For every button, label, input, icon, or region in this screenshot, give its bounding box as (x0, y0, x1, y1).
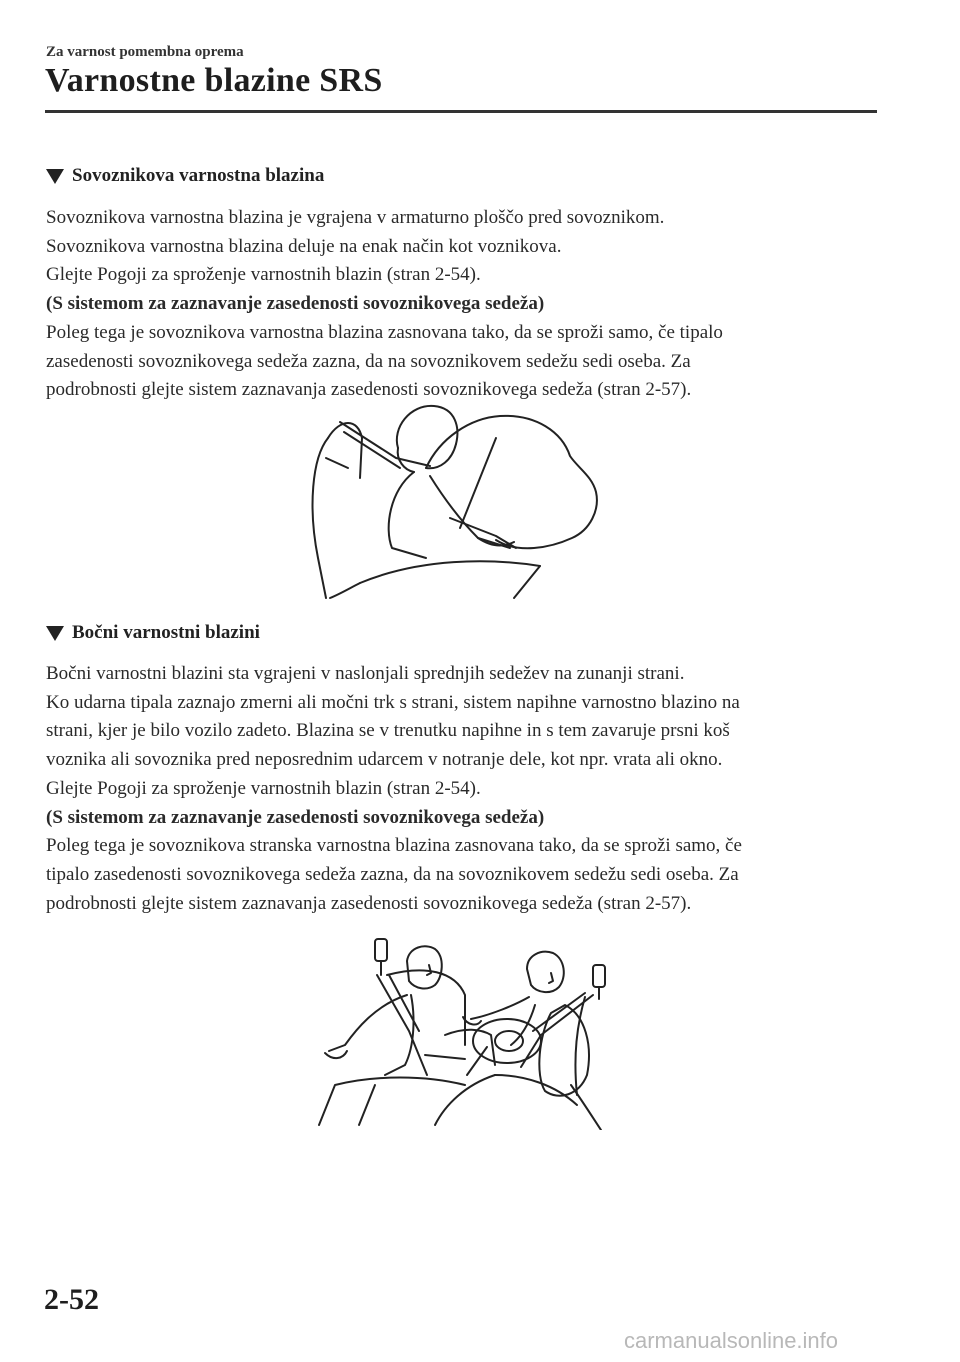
paragraph-line: podrobnosti glejte sistem zaznavanja zasedenosti sovoznikovega sedeža (stran 2-57). (46, 379, 692, 401)
section1-body (46, 204, 886, 405)
paragraph-line: Glejte Pogoji za sproženje varnostnih blazin (stran 2-54). (46, 777, 481, 799)
paragraph-line: Poleg tega je sovoznikova varnostna blazina zasnovana tako, da se sproži samo, če tipalo (46, 321, 723, 343)
section-title-passenger-airbag (46, 165, 324, 187)
paragraph-line: strani, kjer je bilo vozilo zadeto. Blazina se v trenutku napihne in s tem zavaruje prsni koš (46, 720, 730, 742)
paragraph-line: Bočni varnostni blazini sta vgrajeni v naslonjali sprednjih sedežev na zunanji strani. (46, 663, 685, 684)
section-title-side-airbags (46, 622, 260, 644)
header-divider (45, 110, 877, 113)
passenger-airbag-illustration (300, 398, 610, 603)
paragraph-line-bold: (S sistemom za zaznavanje zasedenosti sovoznikovega sedeža) (46, 806, 545, 828)
watermark-text: carmanualsonline.info (624, 1328, 839, 1353)
paragraph-line: Sovoznikova varnostna blazina je vgrajena v armaturno ploščo pred sovoznikom. (46, 207, 665, 228)
paragraph-line: Ko udarna tipala zaznajo zmerni ali močni trk s strani, sistem napihne varnostno blazino na (46, 691, 740, 713)
page-title: Varnostne blazine SRS (45, 62, 383, 99)
paragraph-line: zasedenosti sovoznikovega sedeža zazna, da na sovoznikovem sedežu sedi oseba. Za (46, 350, 691, 372)
paragraph-line: Sovoznikova varnostna blazina deluje na enak način kot voznikova. (46, 235, 562, 257)
paragraph-line: voznika ali sovoznika pred neposrednim udarcem v notranje dele, kot npr. vrata ali okno. (46, 749, 723, 771)
paragraph-line: Poleg tega je sovoznikova stranska varnostna blazina zasnovana tako, da se sproži samo, če (46, 835, 742, 857)
section2-body (46, 660, 886, 918)
triangle-bullet-icon (46, 626, 64, 641)
section-header: Za varnost pomembna oprema (46, 44, 244, 60)
page-number: 2-52 (44, 1283, 99, 1316)
section-title-text: Bočni varnostni blazini (72, 622, 260, 643)
paragraph-line: tipalo zasedenosti sovoznikovega sedeža zazna, da na sovoznikovem sedežu sedi oseba. Za (46, 863, 739, 885)
paragraph-line: Glejte Pogoji za sproženje varnostnih blazin (stran 2-54). (46, 264, 481, 286)
paragraph-line: podrobnosti glejte sistem zaznavanja zasedenosti sovoznikovega sedeža (stran 2-57). (46, 892, 692, 914)
side-airbags-illustration (315, 935, 615, 1130)
triangle-bullet-icon (46, 169, 64, 184)
paragraph-line-bold: (S sistemom za zaznavanje zasedenosti sovoznikovega sedeža) (46, 293, 545, 315)
section-title-text: Sovoznikova varnostna blazina (72, 165, 325, 186)
